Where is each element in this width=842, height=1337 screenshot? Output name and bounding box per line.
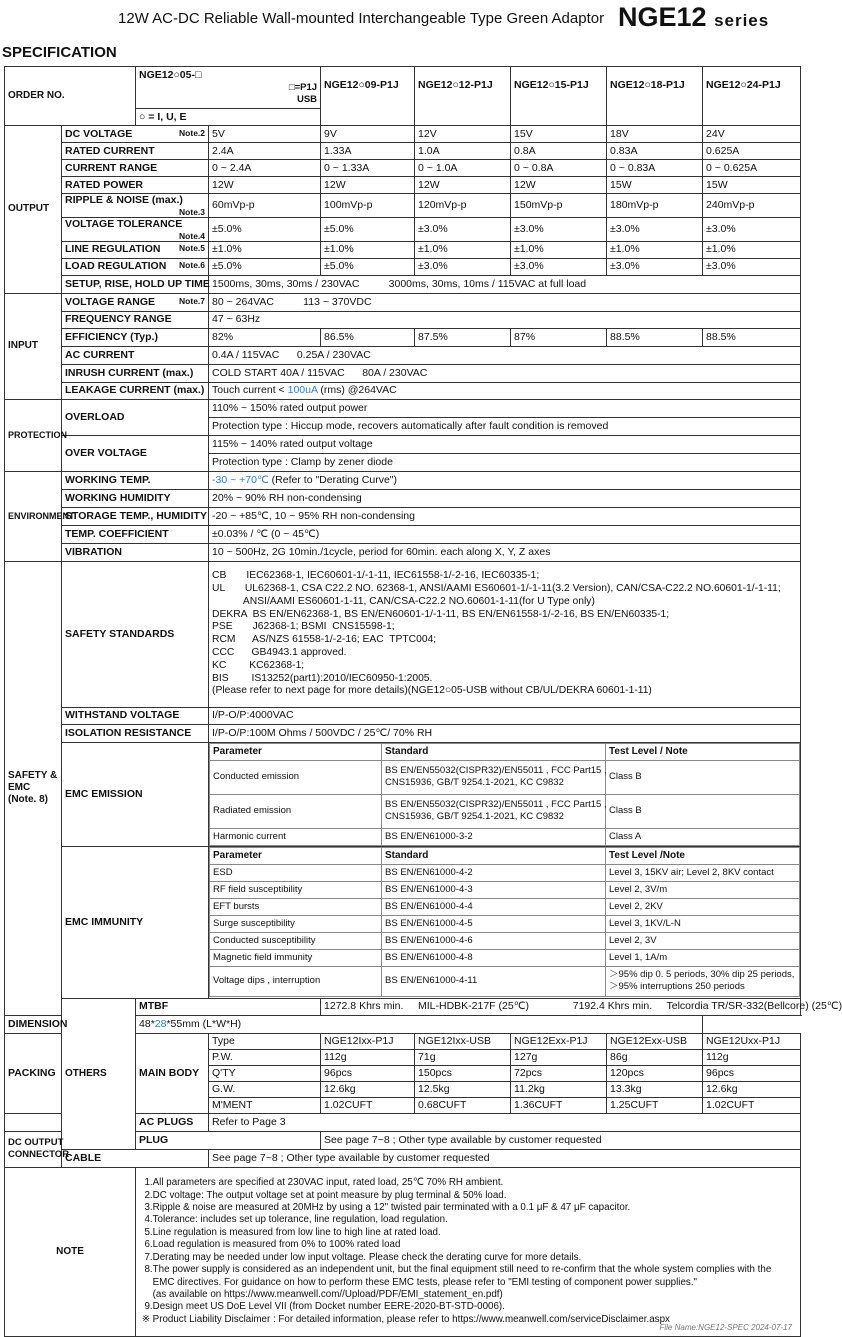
packing-cell: 13.3kg bbox=[607, 1081, 703, 1097]
sub-cell: BS EN/EN61000-4-11 bbox=[382, 966, 606, 996]
row-label: ISOLATION RESISTANCE bbox=[62, 724, 209, 742]
value-cell: 0 ~ 2.4A bbox=[209, 160, 321, 177]
value-cell: ±1.0% bbox=[511, 241, 607, 258]
value-cell: 1.33A bbox=[321, 143, 415, 160]
value-cell: 180mVp-p bbox=[607, 194, 703, 218]
packing-cell: 72pcs bbox=[511, 1065, 607, 1081]
table-row bbox=[5, 525, 801, 543]
row-label-text: VOLTAGE RANGE bbox=[65, 295, 156, 308]
sub-header: Standard bbox=[382, 743, 606, 760]
table-row bbox=[5, 1015, 801, 1033]
value-cell: ±5.0% bbox=[321, 217, 415, 241]
section-safety bbox=[5, 561, 62, 1015]
sub-cell: BS EN/EN55032(CISPR32)/EN55011 , FCC Part15 , CNS15936, GB/T 9254.1-2021, KC C9832 bbox=[382, 794, 606, 828]
value-cell: 87% bbox=[511, 328, 607, 346]
value-cell: 0 ~ 1.33A bbox=[321, 160, 415, 177]
table-row bbox=[5, 1167, 801, 1336]
sub-cell: ESD bbox=[210, 864, 382, 881]
value-cell: 12W bbox=[321, 177, 415, 194]
table-row bbox=[5, 241, 801, 258]
packing-cell: 86g bbox=[607, 1049, 703, 1065]
setup-value: 1500ms, 30ms, 30ms / 230VAC 3000ms, 30ms, 10ms / 115VAC at full load bbox=[209, 275, 801, 293]
value-cell: 12W bbox=[209, 177, 321, 194]
row-label: WITHSTAND VOLTAGE bbox=[62, 707, 209, 724]
value-cell: See page 7~8 ; Other type available by customer requested bbox=[321, 1131, 801, 1149]
sub-row bbox=[210, 881, 800, 898]
packing-cell: 96pcs bbox=[321, 1065, 415, 1081]
safety-label: SAFETY & EMC (Note. 8) bbox=[8, 769, 58, 806]
value-cell: Protection type : Clamp by zener diode bbox=[209, 453, 801, 471]
value-cell: 88.5% bbox=[703, 328, 801, 346]
value-cell: 0.625A bbox=[703, 143, 801, 160]
note-ref: Note.6 bbox=[179, 260, 206, 271]
table-row bbox=[5, 724, 801, 742]
packing-cell: 127g bbox=[511, 1049, 607, 1065]
value-cell: 5V bbox=[209, 126, 321, 143]
sub-row bbox=[210, 828, 800, 845]
row-label bbox=[62, 177, 209, 194]
value-cell: ±3.0% bbox=[415, 258, 511, 275]
temp-note: (Refer to "Derating Curve") bbox=[268, 473, 398, 486]
packing-cell: G.W. bbox=[209, 1081, 321, 1097]
sub-cell: Conducted emission bbox=[210, 760, 382, 794]
order-col-05 bbox=[136, 67, 321, 126]
notes-cell bbox=[136, 1167, 801, 1336]
sub-header: Test Level /Note bbox=[606, 847, 800, 864]
packing-cell: P.W. bbox=[209, 1049, 321, 1065]
leak-blue: 100uA bbox=[287, 384, 318, 397]
section-protection: PROTECTION bbox=[5, 399, 62, 471]
packing-cell: 150pcs bbox=[415, 1065, 511, 1081]
value-cell: 0.8A bbox=[511, 143, 607, 160]
value-cell: ±5.0% bbox=[209, 258, 321, 275]
order-col: NGE12○24-P1J bbox=[703, 67, 801, 126]
sub-cell: Class B bbox=[606, 760, 800, 794]
sub-cell: Level 3, 15KV air; Level 2, 8KV contact bbox=[606, 864, 800, 881]
table-row bbox=[5, 160, 801, 177]
value-cell: 18V bbox=[607, 126, 703, 143]
table-row bbox=[5, 126, 801, 143]
row-label-text: VOLTAGE TOLERANCE bbox=[65, 217, 183, 230]
table-row bbox=[5, 177, 801, 194]
section-dc bbox=[5, 1131, 70, 1167]
table-row bbox=[5, 1149, 801, 1167]
row-label: EMC IMMUNITY bbox=[62, 846, 209, 998]
packing-cell: 1.36CUFT bbox=[511, 1097, 607, 1113]
value-cell bbox=[209, 471, 801, 489]
sub-header-row bbox=[210, 743, 800, 760]
table-row bbox=[5, 258, 801, 275]
sub-cell: Level 2, 2KV bbox=[606, 898, 800, 915]
value-cell: ±0.03% / ℃ (0 ~ 45℃) bbox=[209, 525, 801, 543]
value-cell: COLD START 40A / 115VAC 80A / 230VAC bbox=[209, 364, 801, 382]
value-cell: 0 ~ 1.0A bbox=[415, 160, 511, 177]
packing-cell: NGE12Ixx-P1J bbox=[321, 1033, 415, 1049]
packing-cell: 112g bbox=[703, 1049, 801, 1065]
packing-cell: M'MENT bbox=[209, 1097, 321, 1113]
section-input: INPUT bbox=[5, 293, 62, 399]
spec-table-wrap bbox=[4, 66, 842, 1325]
packing-cell: 120pcs bbox=[607, 1065, 703, 1081]
sub-row bbox=[210, 898, 800, 915]
dim-pre: 48* bbox=[139, 1017, 155, 1030]
value-cell: 0 ~ 0.83A bbox=[607, 160, 703, 177]
temp-range: -30 ~ +70℃ bbox=[212, 473, 269, 486]
sub-cell: Conducted susceptibility bbox=[210, 932, 382, 949]
value-cell: Protection type : Hiccup mode, recovers automatically after fault condition is removed bbox=[209, 417, 801, 435]
row-label bbox=[62, 241, 209, 258]
table-row bbox=[5, 194, 801, 218]
sub-row bbox=[210, 915, 800, 932]
row-label-text: LINE REGULATION bbox=[65, 243, 161, 256]
sub-cell: Class B bbox=[606, 794, 800, 828]
value-cell: 9V bbox=[321, 126, 415, 143]
value-cell: 86.5% bbox=[321, 328, 415, 346]
row-label: SETUP, RISE, HOLD UP TIME bbox=[62, 275, 209, 293]
leak-pre: Touch current < bbox=[212, 384, 288, 397]
dc-label: DC OUTPUT CONNECTOR bbox=[8, 1137, 70, 1161]
row-label-text: RATED POWER bbox=[65, 178, 143, 191]
packing-cell: 12.6kg bbox=[703, 1081, 801, 1097]
sub-cell: BS EN/EN61000-4-5 bbox=[382, 915, 606, 932]
note-ref: Note.3 bbox=[179, 206, 206, 217]
sub-cell: RF field susceptibility bbox=[210, 881, 382, 898]
value-cell: ±3.0% bbox=[511, 258, 607, 275]
row-label bbox=[62, 143, 209, 160]
value-cell: ±5.0% bbox=[321, 258, 415, 275]
value-cell: ±1.0% bbox=[415, 241, 511, 258]
packing-cell: 12.5kg bbox=[415, 1081, 511, 1097]
value-cell: 12W bbox=[511, 177, 607, 194]
row-label: CABLE bbox=[62, 1149, 209, 1167]
row-label-text: RIPPLE & NOISE (max.) bbox=[65, 194, 183, 207]
order-col: NGE12○18-P1J bbox=[607, 67, 703, 126]
row-label: LEAKAGE CURRENT (max.) bbox=[62, 382, 209, 399]
table-row bbox=[5, 471, 801, 489]
packing-cell: 71g bbox=[415, 1049, 511, 1065]
sub-cell: Surge susceptibility bbox=[210, 915, 382, 932]
row-label: WORKING HUMIDITY bbox=[62, 489, 209, 507]
note-ref: Note.4 bbox=[179, 230, 206, 241]
table-row bbox=[5, 275, 801, 293]
sub-row bbox=[210, 932, 800, 949]
value-cell bbox=[209, 561, 801, 707]
sub-cell: Level 3, 1KV/L-N bbox=[606, 915, 800, 932]
row-label: STORAGE TEMP., HUMIDITY bbox=[62, 507, 209, 525]
table-row bbox=[5, 489, 801, 507]
packing-cell: 96pcs bbox=[703, 1065, 801, 1081]
table-row bbox=[5, 707, 801, 724]
packing-cell: 112g bbox=[321, 1049, 415, 1065]
row-label: OVERLOAD bbox=[62, 399, 209, 435]
product-subtitle: 12W AC-DC Reliable Wall-mounted Interchangeable Type Green Adaptor bbox=[118, 10, 605, 27]
value-cell: 88.5% bbox=[607, 328, 703, 346]
sub-cell: BS EN/EN61000-4-6 bbox=[382, 932, 606, 949]
packing-cell: 1.02CUFT bbox=[703, 1097, 801, 1113]
dim-post: *55mm (L*W*H) bbox=[166, 1017, 242, 1030]
section-output: OUTPUT bbox=[5, 126, 62, 294]
row-label-text: DC VOLTAGE bbox=[65, 127, 133, 140]
sub-header: Parameter bbox=[210, 847, 382, 864]
sub-row bbox=[210, 794, 800, 828]
main-body-label: MAIN BODY bbox=[136, 1033, 209, 1113]
row-label: WORKING TEMP. bbox=[62, 471, 209, 489]
sub-cell: Class A bbox=[606, 828, 800, 845]
file-footer: File Name:NGE12-SPEC 2024-07-17 bbox=[659, 1323, 792, 1332]
value-cell: I/P-O/P:100M Ohms / 500VDC / 25℃/ 70% RH bbox=[209, 724, 801, 742]
notes-text: 1.All parameters are specified at 230VAC input, rated load, 25℃ 70% RH ambient. 2.DC voltage: The output voltage set at point measure by plug terminal & 50% load. 3.Ripple & noise are measured at 20MHz by using a 12" twisted pair terminated with a 0.1 μF & 47 μF capacitor. 4.Tolerance: includes set up tolerance, line regulation, load regulation. 5.Line regulation is measured from low line to high line at rated load. 6.Load regulation is measured from 0% to 100% rated load 7.Derating may be needed under low input voltage. Please check the derating curve for more details. 8.The power supply is considered as an independent unit, but the final equipment still need to re-confirm that the whole system complies with the EMC directives. For guidance on how to perform these EMC tests, please refer to "EMI testing of component power supplies." (as available on https://www.meanwell.com//Upload/PDF/EMI_statement_en.pdf) 9.Design meet US DoE Level VII (from Docket number EERE-2020-BT-STD-0006). ※ Product Liability Disclaimer : For detailed information, please refer to https://www.meanwell.com/serviceDisclaimer.aspx bbox=[141, 1177, 772, 1325]
value-cell: 0 ~ 0.625A bbox=[703, 160, 801, 177]
row-label-text: RATED CURRENT bbox=[65, 144, 155, 157]
value-cell: ±1.0% bbox=[321, 241, 415, 258]
value-cell bbox=[136, 1015, 703, 1033]
value-cell: 10 ~ 500Hz, 2G 10min./1cycle, period for 60min. each along X, Y, Z axes bbox=[209, 543, 801, 561]
emc-subtable bbox=[209, 743, 800, 846]
value-cell: ±3.0% bbox=[511, 217, 607, 241]
value-cell: ±3.0% bbox=[607, 217, 703, 241]
sub-cell: BS EN/EN55032(CISPR32)/EN55011 , FCC Part15 , CNS15936, GB/T 9254.1-2021, KC C9832 bbox=[382, 760, 606, 794]
row-label: TEMP. COEFFICIENT bbox=[62, 525, 209, 543]
order-col: NGE12○12-P1J bbox=[415, 67, 511, 126]
table-row bbox=[5, 143, 801, 160]
table-row bbox=[5, 382, 801, 399]
note-ref: Note.5 bbox=[179, 243, 206, 254]
sub-cell: ＞95% dip 0. 5 periods, 30% dip 25 periods, ＞95% interruptions 250 periods bbox=[606, 966, 800, 996]
table-row bbox=[5, 435, 801, 453]
sub-cell: BS EN/EN61000-3-2 bbox=[382, 828, 606, 845]
value-cell: 115% ~ 140% rated output voltage bbox=[209, 435, 801, 453]
value-cell: ±1.0% bbox=[703, 241, 801, 258]
value-cell: ±3.0% bbox=[703, 258, 801, 275]
note-ref: Note.7 bbox=[179, 295, 206, 306]
sub-cell: EFT bursts bbox=[210, 898, 382, 915]
order-col: NGE12○15-P1J bbox=[511, 67, 607, 126]
row-label: EMC EMISSION bbox=[62, 742, 209, 846]
note-ref: Note.2 bbox=[179, 127, 206, 138]
table-row bbox=[5, 293, 801, 311]
sub-cell: Magnetic field immunity bbox=[210, 949, 382, 966]
sub-header: Test Level / Note bbox=[606, 743, 800, 760]
sub-cell: BS EN/EN61000-4-3 bbox=[382, 881, 606, 898]
value-cell: 60mVp-p bbox=[209, 194, 321, 218]
value-cell: 15W bbox=[607, 177, 703, 194]
value-cell: -20 ~ +85℃, 10 ~ 95% RH non-condensing bbox=[209, 507, 801, 525]
value-cell: 110% ~ 150% rated output power bbox=[209, 399, 801, 417]
value-cell bbox=[209, 382, 801, 399]
table-row bbox=[5, 67, 801, 126]
packing-cell: 12.6kg bbox=[321, 1081, 415, 1097]
value-cell: 20% ~ 90% RH non-condensing bbox=[209, 489, 801, 507]
packing-cell: Q'TY bbox=[209, 1065, 321, 1081]
packing-cell: Type bbox=[209, 1033, 321, 1049]
row-label: MTBF bbox=[136, 998, 321, 1015]
value-cell: ±1.0% bbox=[209, 241, 321, 258]
value-cell: 80 ~ 264VAC 113 ~ 370VDC bbox=[209, 293, 801, 311]
packing-cell: NGE12Exx-P1J bbox=[511, 1033, 607, 1049]
row-label bbox=[62, 126, 209, 143]
sub-row bbox=[210, 864, 800, 881]
spec-table bbox=[4, 66, 842, 1337]
value-cell: 100mVp-p bbox=[321, 194, 415, 218]
sub-header: Standard bbox=[382, 847, 606, 864]
value-cell: 240mVp-p bbox=[703, 194, 801, 218]
row-label bbox=[62, 194, 209, 218]
dim-blue: 28 bbox=[154, 1017, 167, 1030]
table-row bbox=[5, 507, 801, 525]
packing-cell: 11.2kg bbox=[511, 1081, 607, 1097]
sub-cell: Level 2, 3V bbox=[606, 932, 800, 949]
value-cell: 0.4A / 115VAC 0.25A / 230VAC bbox=[209, 346, 801, 364]
table-row bbox=[5, 346, 801, 364]
sub-cell: Level 1, 1A/m bbox=[606, 949, 800, 966]
sub-header-row bbox=[210, 847, 800, 864]
section-others: OTHERS bbox=[62, 998, 136, 1149]
value-cell: 87.5% bbox=[415, 328, 511, 346]
value-cell: Refer to Page 3 bbox=[209, 1113, 801, 1131]
safety-standards-text: CB IEC62368-1, IEC60601-1/-1-11, IEC61558-1/-2-16, IEC60335-1; UL UL62368-1, CSA C22.2 NO. 62368-1, ANSI/AAMI ES60601-1/-1-11(3.2 Version), CAN/CSA-C22.2 NO.60601-1/-1-11; ANSI/AAMI ES60601-1-11, CAN/CSA-C22.2 NO.60601-1-11(for U Type only) DEKRA BS EN/EN62368-1, BS EN/EN60601-1/-1-11, BS EN/EN61558-1/-2-16, BS EN/EN60335-1; PSE J62368-1; BSMI CNS15598-1; RCM AS/NZS 61558-1/-2-16; EAC TPTC004; CCC GB4943.1 approved. KC KC62368-1; BIS IS13252(part1):2010/IEC60950-1:2005. (Please refer to next page for more details)(NGE12○05-USB without CB/UL/DEKRA 60601-1-11) bbox=[212, 570, 781, 697]
row-label: SAFETY STANDARDS bbox=[62, 561, 209, 707]
row-label: INRUSH CURRENT (max.) bbox=[62, 364, 209, 382]
row-label: AC PLUGS bbox=[136, 1113, 209, 1131]
leak-post: (rms) @264VAC bbox=[317, 384, 397, 397]
row-label: VIBRATION bbox=[62, 543, 209, 561]
order-05-b: □=P1J USB bbox=[288, 82, 318, 105]
packing-cell: NGE12Ixx-USB bbox=[415, 1033, 511, 1049]
sub-cell: BS EN/EN61000-4-2 bbox=[382, 864, 606, 881]
order-label: ORDER NO. bbox=[5, 67, 136, 126]
table-row bbox=[5, 328, 801, 346]
emission-cell bbox=[209, 742, 801, 846]
section-environment: ENVIRONMENT bbox=[5, 471, 62, 561]
immunity-cell bbox=[209, 846, 801, 998]
table-row bbox=[5, 561, 801, 707]
table-row bbox=[5, 399, 801, 417]
order-05-a: NGE12○05-□ bbox=[139, 69, 202, 81]
value-cell: 120mVp-p bbox=[415, 194, 511, 218]
row-label bbox=[62, 258, 209, 275]
value-cell: See page 7~8 ; Other type available by customer requested bbox=[209, 1149, 801, 1167]
value-cell: 24V bbox=[703, 126, 801, 143]
series-label: series bbox=[714, 11, 770, 30]
spec-title: SPECIFICATION bbox=[2, 44, 117, 61]
emc-subtable bbox=[209, 847, 800, 997]
value-cell: 15V bbox=[511, 126, 607, 143]
model-name: NGE12 bbox=[618, 2, 707, 32]
value-cell: 150mVp-p bbox=[511, 194, 607, 218]
table-row bbox=[5, 998, 801, 1015]
row-label: DIMENSION bbox=[5, 1015, 136, 1033]
row-label: OVER VOLTAGE bbox=[62, 435, 209, 471]
packing-cell: 1.25CUFT bbox=[607, 1097, 703, 1113]
table-row bbox=[5, 742, 801, 846]
value-cell: 2.4A bbox=[209, 143, 321, 160]
order-col: NGE12○09-P1J bbox=[321, 67, 415, 126]
sub-cell: Harmonic current bbox=[210, 828, 382, 845]
page-header bbox=[0, 0, 800, 40]
table-row bbox=[5, 543, 801, 561]
value-cell: ±1.0% bbox=[607, 241, 703, 258]
row-label: AC CURRENT bbox=[62, 346, 209, 364]
sub-cell: Level 2, 3V/m bbox=[606, 881, 800, 898]
value-cell: 47 ~ 63Hz bbox=[209, 311, 801, 328]
value-cell: ±3.0% bbox=[703, 217, 801, 241]
row-label-text: CURRENT RANGE bbox=[65, 161, 158, 174]
table-row bbox=[5, 364, 801, 382]
value-cell: ±3.0% bbox=[415, 217, 511, 241]
sub-row bbox=[210, 949, 800, 966]
row-label bbox=[62, 160, 209, 177]
value-cell: I/P-O/P:4000VAC bbox=[209, 707, 801, 724]
value-cell: ±3.0% bbox=[607, 258, 703, 275]
sub-row bbox=[210, 966, 800, 996]
order-legend: ○ = I, U, E bbox=[136, 108, 320, 126]
value-cell: ±5.0% bbox=[209, 217, 321, 241]
value-cell: 1.0A bbox=[415, 143, 511, 160]
value-cell: 15W bbox=[703, 177, 801, 194]
sub-header: Parameter bbox=[210, 743, 382, 760]
packing-label: PACKING bbox=[5, 1033, 62, 1113]
row-label bbox=[62, 293, 209, 311]
packing-cell: NGE12Uxx-P1J bbox=[703, 1033, 801, 1049]
packing-cell: 0.68CUFT bbox=[415, 1097, 511, 1113]
sub-cell: BS EN/EN61000-4-4 bbox=[382, 898, 606, 915]
row-label bbox=[62, 217, 209, 241]
value-cell: 12W bbox=[415, 177, 511, 194]
table-row bbox=[5, 846, 801, 998]
value-cell: 12V bbox=[415, 126, 511, 143]
sub-cell: BS EN/EN61000-4-8 bbox=[382, 949, 606, 966]
sub-cell: Radiated emission bbox=[210, 794, 382, 828]
section-note: NOTE bbox=[5, 1167, 136, 1336]
row-label: EFFICIENCY (Typ.) bbox=[62, 328, 209, 346]
row-label-text: LOAD REGULATION bbox=[65, 260, 167, 273]
value-cell: 0.83A bbox=[607, 143, 703, 160]
model-title bbox=[618, 2, 769, 33]
packing-cell: NGE12Exx-USB bbox=[607, 1033, 703, 1049]
row-label: PLUG bbox=[136, 1131, 321, 1149]
table-row bbox=[5, 311, 801, 328]
empty-cell bbox=[5, 1113, 62, 1131]
packing-cell: 1.02CUFT bbox=[321, 1097, 415, 1113]
sub-cell: Voltage dips , interruption bbox=[210, 966, 382, 996]
row-label: FREQUENCY RANGE bbox=[62, 311, 209, 328]
value-cell: 0 ~ 0.8A bbox=[511, 160, 607, 177]
sub-row bbox=[210, 760, 800, 794]
value-cell: 82% bbox=[209, 328, 321, 346]
table-row bbox=[5, 217, 801, 241]
value-cell: 1272.8 Khrs min. MIL-HDBK-217F (25℃) 7192.4 Khrs min. Telcordia TR/SR-332(Bellcore) (25℃) bbox=[321, 998, 801, 1015]
